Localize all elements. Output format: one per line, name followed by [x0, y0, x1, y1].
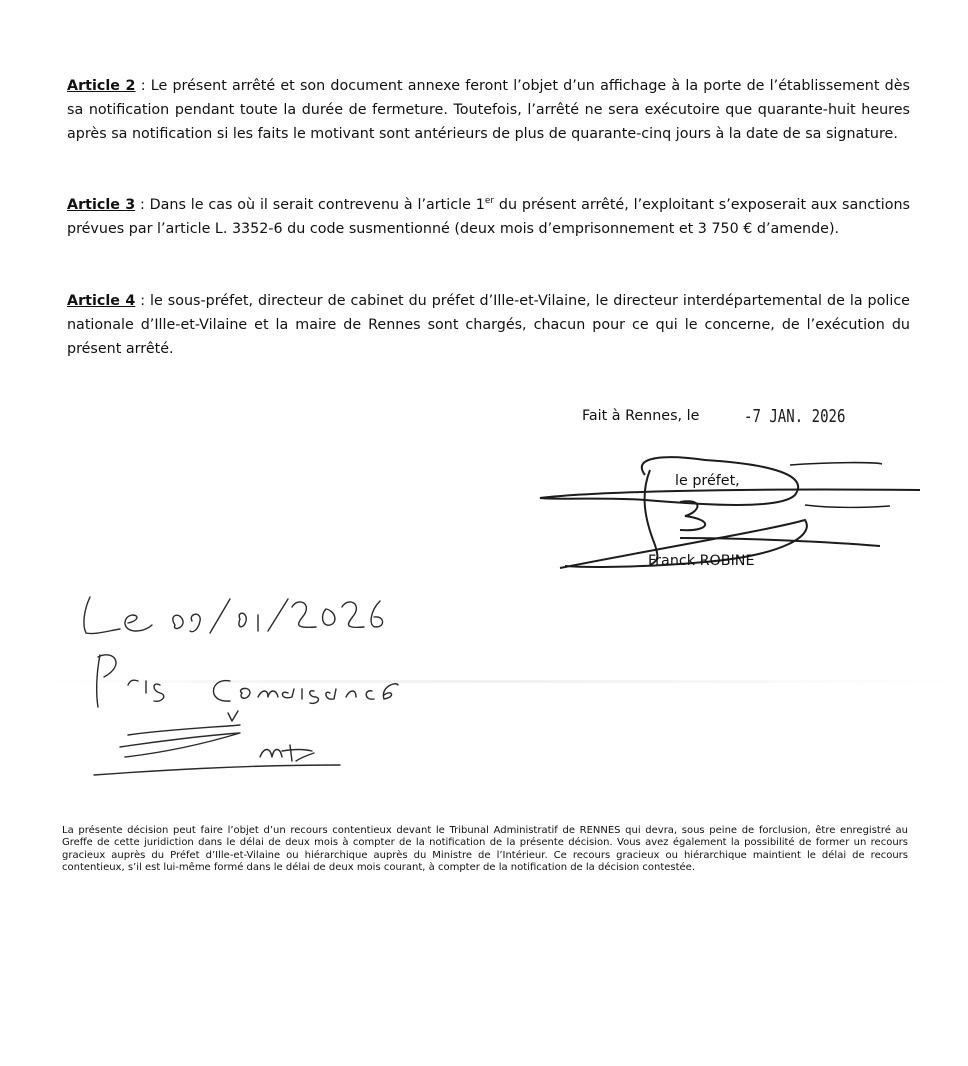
article-4 — [67, 289, 910, 361]
place-date-line: Fait à Rennes, le — [582, 408, 700, 424]
article-3-label: Article 3 — [67, 197, 136, 213]
article-4-label: Article 4 — [67, 293, 136, 309]
article-2-text: : Le présent arrêté et son document annexe feront l’objet d’un affichage à la porte de l’établissement dès sa notification pendant toute la durée de fermeture. Toutefois, l’arrêté ne sera exécutoire que quarante-huit heures après sa notification si les faits le motivant sont antérieurs de plus de quarante-cinq jours à la date de sa signature. — [67, 78, 910, 142]
prefect-title: le préfet, — [675, 473, 740, 489]
appeal-notice: La présente décision peut faire l’objet d’un recours contentieux devant le Tribunal Administratif de RENNES qui devra, sous peine de forclusion, être enregistré au Greffe de cette juridiction dans le délai de deux mois à compter de la notification de la présente décision. Vous avez également la possibilité de former un recours gracieux auprès du Préfet d’Ille-et-Vilaine ou hiérarchique auprès du Ministre de l’Intérieur. Ce recours gracieux ou hiérarchique maintient le délai de recours contentieux, s’il est lui-même formé dans le délai de deux mois courant, à compter de la notification de la décision contestée. — [62, 825, 908, 874]
prefect-name: Franck ROBINE — [648, 553, 755, 569]
handwritten-acknowledgement — [80, 585, 420, 790]
date-stamp: -7 JAN. 2026 — [744, 406, 846, 427]
article-2-label: Article 2 — [67, 78, 136, 94]
article-4-text: : le sous-préfet, directeur de cabinet du préfet d’Ille-et-Vilaine, le directeur interdépartemental de la police nationale d’Ille-et-Vilaine et la maire de Rennes sont chargés, chacun pour ce qui le concerne, de l’exécution du présent arrêté. — [67, 293, 910, 357]
article-2 — [67, 74, 910, 146]
article-3-superscript: er — [484, 196, 495, 207]
article-3-text-before: : Dans le cas où il serait contrevenu à l’article 1 — [135, 197, 485, 213]
article-3 — [67, 193, 910, 241]
article-3-text-after: du présent arrêté, l’exploitant s’exposerait aux sanctions prévues par l’article L. 3352-6 du code susmentionné (deux mois d’emprisonnement et 3 750 € d’amende). — [67, 197, 910, 237]
